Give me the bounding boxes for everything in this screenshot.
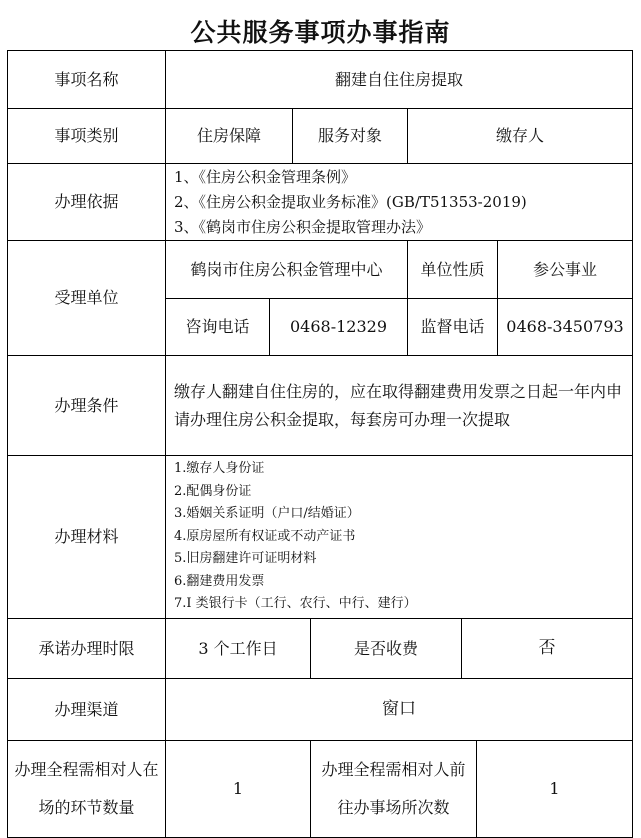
consult-phone: 0468-12329: [289, 317, 388, 336]
visits-label: 办理全程需相对人前往办事场所次数: [321, 760, 466, 817]
fee-label: 是否收费: [353, 638, 418, 658]
list-item: 1.缴存人身份证: [174, 461, 265, 477]
basis-list: [166, 164, 632, 240]
consult-phone-label: 咨询电话: [185, 317, 250, 336]
list-item: 3.婚姻关系证明（户口/结婚证）: [174, 506, 360, 522]
list-item: 2.配偶身份证: [174, 483, 252, 499]
onsite-steps-value: 1: [232, 779, 244, 798]
supervise-phone: 0468-3450793: [506, 317, 624, 336]
list-item: 2、《住房公积金提取业务标准》(GB/T51353-2019): [174, 192, 527, 211]
item-type-label: 事项类别: [54, 126, 119, 145]
page-title: 公共服务事项办事指南: [190, 18, 451, 47]
conditions-label: 办理条件: [54, 395, 119, 415]
time-limit-value: 3 个工作日: [198, 638, 278, 658]
unit-name: 鹤岗市住房公积金管理中心: [190, 259, 383, 279]
supervise-phone-label: 监督电话: [420, 317, 485, 336]
visits-value: 1: [549, 779, 560, 798]
unit-nature-label: 单位性质: [420, 259, 485, 279]
onsite-steps-label: 办理全程需相对人在场的环节数量: [14, 760, 159, 817]
channel-label: 办理渠道: [54, 699, 119, 719]
materials-label: 办理材料: [54, 527, 119, 546]
item-name-value: 翻建自住住房提取: [334, 69, 463, 89]
list-item: 6.翻建费用发票: [174, 573, 265, 589]
fee-value: 否: [538, 637, 556, 658]
list-item: 5.旧房翻建许可证明材料: [174, 551, 317, 567]
service-target-label: 服务对象: [317, 126, 382, 145]
service-target-value: 缴存人: [495, 126, 544, 145]
list-item: 4.原房屋所有权证或不动产证书: [174, 528, 356, 544]
item-name-label: 事项名称: [54, 69, 119, 89]
list-item: 1、《住房公积金管理条例》: [174, 167, 357, 186]
channel-value: 窗口: [382, 698, 416, 719]
materials-list: [166, 456, 632, 618]
list-item: 7.I 类银行卡（工行、农行、中行、建行）: [174, 596, 417, 612]
conditions-text: 缴存人翻建自住住房的，应在取得翻建费用发票之日起一年内申请办理住房公积金提取，每套房可办理一次提取: [174, 381, 623, 429]
unit-label: 受理单位: [54, 288, 119, 307]
time-limit-label: 承诺办理时限: [38, 638, 135, 658]
item-category: 住房保障: [196, 126, 261, 145]
unit-nature-value: 参公事业: [532, 259, 597, 279]
list-item: 3、《鹤岗市住房公积金提取管理办法》: [174, 217, 432, 236]
basis-label: 办理依据: [54, 192, 119, 211]
